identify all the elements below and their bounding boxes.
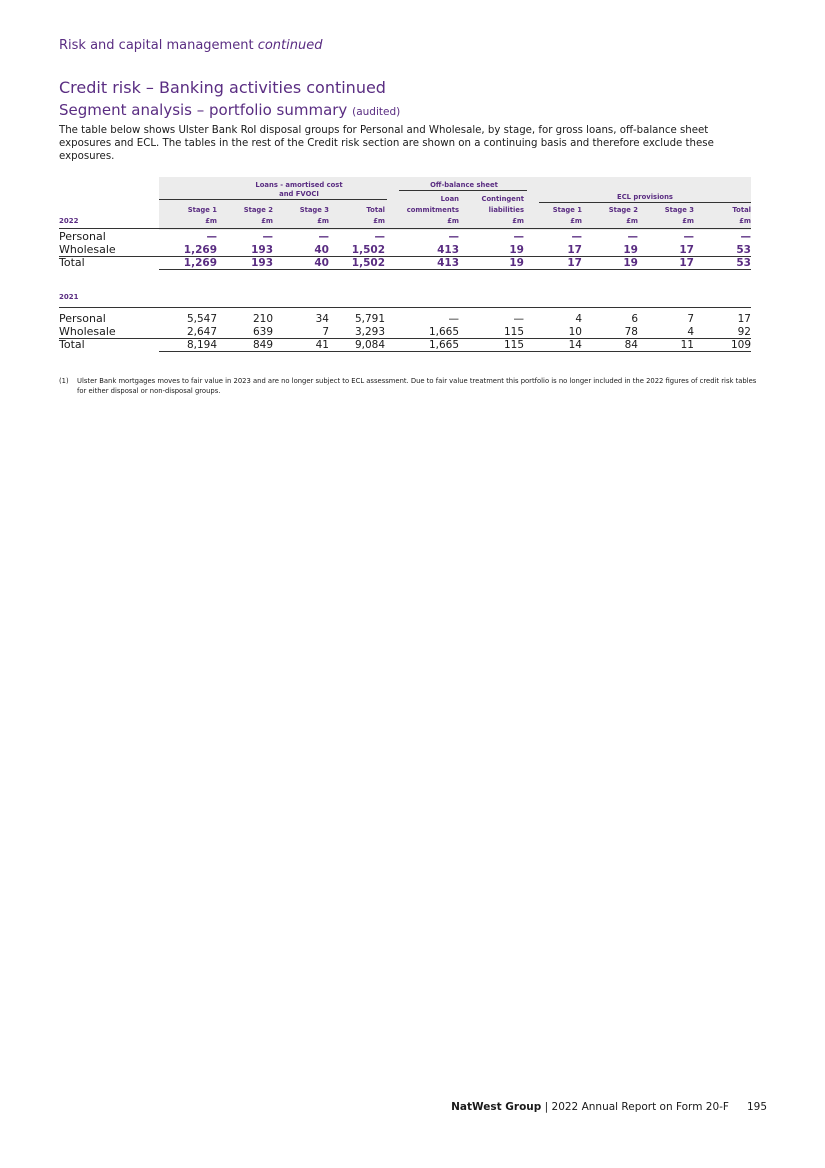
bottom-rule — [159, 269, 751, 270]
table-row — [59, 243, 751, 256]
column-header-6-l0: Contingent — [481, 195, 524, 203]
row-label: Personal — [59, 230, 106, 243]
table-cell: — — [683, 231, 694, 243]
column-header-5-l2: £m — [447, 217, 459, 225]
table-cell: 53 — [736, 244, 751, 256]
table-row — [59, 256, 751, 269]
column-header-6-l1: liabilities — [488, 206, 524, 214]
table-cell: 1,269 — [183, 244, 217, 256]
table-row — [59, 325, 751, 338]
sub-title-suffix: (audited) — [352, 106, 401, 118]
footnote — [59, 377, 759, 396]
column-header-5-l1: commitments — [406, 206, 459, 214]
column-header-3-l1: Stage 3 — [299, 206, 329, 214]
table-cell: 41 — [315, 339, 329, 351]
row-label: Total — [59, 338, 85, 351]
column-header-4-l2: £m — [373, 217, 385, 225]
table-row — [59, 338, 751, 351]
table-cell: 1,665 — [428, 326, 459, 338]
section-title: Credit risk – Banking activities continued — [59, 78, 386, 97]
table-cell: 115 — [503, 326, 524, 338]
table-cell: 17 — [737, 313, 751, 325]
table-cell: 40 — [314, 257, 329, 269]
year-2021-rule — [59, 307, 751, 308]
table-cell: 7 — [687, 313, 694, 325]
table-cell: 849 — [252, 339, 273, 351]
running-head: Risk and capital management continued — [59, 38, 323, 53]
row-label: Wholesale — [59, 325, 116, 338]
table-cell: 40 — [314, 244, 329, 256]
table-cell: 92 — [737, 326, 751, 338]
group-loans-line1: Loans - amortised cost — [255, 181, 343, 189]
footer-report: 2022 Annual Report on Form 20-F — [551, 1101, 729, 1113]
table-cell: — — [262, 231, 273, 243]
table-cell: 7 — [322, 326, 329, 338]
table-cell: 115 — [503, 339, 524, 351]
column-header-1-l2: £m — [205, 217, 217, 225]
table-cell: 6 — [631, 313, 638, 325]
column-header-7-l1: Stage 1 — [552, 206, 582, 214]
table-cell: 53 — [736, 257, 751, 269]
table-cell: 1,502 — [351, 257, 385, 269]
intro-paragraph: The table below shows Ulster Bank RoI disposal groups for Personal and Wholesale, by stage, for gross loans, off-balance sheet exposures and ECL. The tables in the rest of the Credit risk section are shown on a continuing basis and therefore exclude these exposures. — [59, 125, 714, 162]
group-loans-rule — [159, 199, 387, 200]
footnote-text: Ulster Bank mortgages moves to fair value in 2023 and are no longer subject to ECL assessment. Due to fair value treatment this portfolio is no longer included in the 2022 figures of credit risk tables for either disposal or non-disposal groups. — [77, 377, 757, 395]
bottom-rule — [159, 351, 751, 352]
table-row — [59, 312, 751, 325]
table-cell: 19 — [623, 244, 638, 256]
table-cell: 639 — [252, 326, 273, 338]
table-cell: 210 — [252, 313, 273, 325]
table-cell: 5,547 — [186, 313, 217, 325]
group-ecl-rule — [539, 202, 751, 203]
year-2021-label: 2021 — [59, 293, 79, 301]
page-number: 195 — [746, 1101, 767, 1113]
table-cell: 34 — [315, 313, 329, 325]
table-cell: 11 — [680, 339, 694, 351]
column-header-5-l0: Loan — [440, 195, 459, 203]
year-2022-label: 2022 — [59, 217, 79, 225]
table-cell: 1,665 — [428, 339, 459, 351]
page-footer: NatWest Group | 2022 Annual Report on Form 20-F 195 — [451, 1101, 767, 1113]
column-header-4-l1: Total — [366, 206, 385, 214]
column-header-10-l1: Total — [732, 206, 751, 214]
row-label: Wholesale — [59, 243, 116, 256]
column-header-2-l2: £m — [261, 217, 273, 225]
table-cell: 1,502 — [351, 244, 385, 256]
table-cell: 413 — [437, 257, 459, 269]
table-cell: 193 — [251, 257, 273, 269]
table-cell: 3,293 — [354, 326, 385, 338]
table-cell: 78 — [624, 326, 638, 338]
table-cell: — — [513, 313, 524, 325]
column-header-7-l2: £m — [570, 217, 582, 225]
footnote-number: (1) — [59, 377, 69, 385]
column-header-2-l1: Stage 2 — [243, 206, 273, 214]
table-cell: 17 — [679, 257, 694, 269]
table-cell: — — [318, 231, 329, 243]
table-cell: — — [627, 231, 638, 243]
table-cell: — — [374, 231, 385, 243]
table-cell: — — [448, 313, 459, 325]
group-obs-rule — [399, 190, 527, 191]
table-cell: 2,647 — [186, 326, 217, 338]
group-obs: Off-balance sheet — [430, 181, 498, 189]
column-header-8-l1: Stage 2 — [608, 206, 638, 214]
table-cell: — — [740, 231, 751, 243]
column-header-9-l1: Stage 3 — [664, 206, 694, 214]
table-cell: — — [448, 231, 459, 243]
table-cell: 14 — [568, 339, 582, 351]
footer-brand: NatWest Group — [451, 1101, 542, 1113]
table-cell: — — [206, 231, 217, 243]
table-cell: 10 — [568, 326, 582, 338]
column-header-6-l2: £m — [512, 217, 524, 225]
table-cell: 84 — [624, 339, 638, 351]
running-head-suffix: continued — [257, 38, 323, 53]
table-cell: 17 — [679, 244, 694, 256]
table-cell: — — [513, 231, 524, 243]
group-loans-line2: and FVOCI — [279, 190, 319, 198]
column-header-8-l2: £m — [626, 217, 638, 225]
table-cell: 5,791 — [354, 313, 385, 325]
table-cell: 413 — [437, 244, 459, 256]
table-cell: 17 — [567, 257, 582, 269]
column-header-9-l2: £m — [682, 217, 694, 225]
table-cell: 8,194 — [186, 339, 217, 351]
table-cell: 193 — [251, 244, 273, 256]
column-header-3-l2: £m — [317, 217, 329, 225]
table-cell: 4 — [687, 326, 694, 338]
sub-title: Segment analysis – portfolio summary (audited) — [59, 101, 401, 119]
row-label: Personal — [59, 312, 106, 325]
header-rule — [59, 228, 751, 229]
table-cell: 17 — [567, 244, 582, 256]
table-cell: 19 — [509, 244, 524, 256]
table-cell: 9,084 — [354, 339, 385, 351]
table-cell: 19 — [509, 257, 524, 269]
group-ecl: ECL provisions — [617, 193, 673, 201]
table-row — [59, 230, 751, 243]
table-cell: 4 — [575, 313, 582, 325]
table-cell: 1,269 — [183, 257, 217, 269]
row-label: Total — [59, 256, 85, 269]
table-cell: — — [571, 231, 582, 243]
column-header-1-l1: Stage 1 — [187, 206, 217, 214]
column-header-10-l2: £m — [739, 217, 751, 225]
table-cell: 19 — [623, 257, 638, 269]
table-cell: 109 — [730, 339, 751, 351]
